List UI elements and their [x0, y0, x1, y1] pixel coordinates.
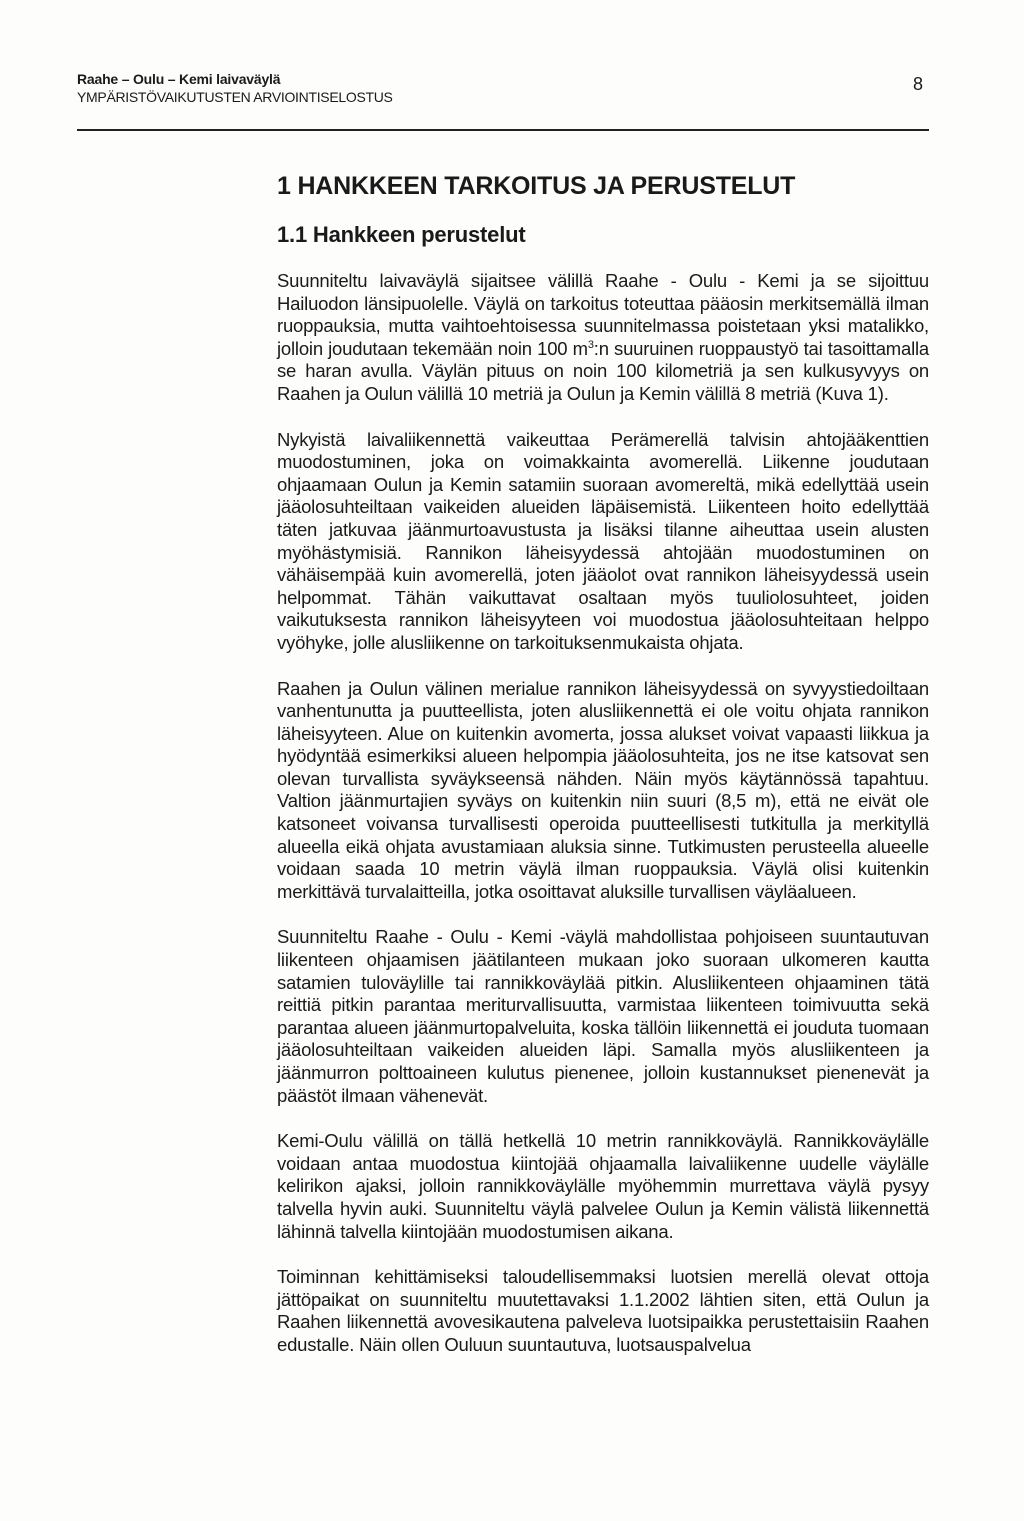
- paragraph-1-text-b: :n suuruinen ruoppaustyö tai tasoittamalla se haran avulla. Väylän pituus on noin 100 kilometriä ja sen kulkusyvyys on Raahen ja Oulun välillä 10 metriä ja Oulun ja Kemin välillä 8 metriä (Kuva 1).: [277, 337, 929, 404]
- section-heading: 1.1 Hankkeen perustelut: [277, 222, 526, 247]
- document-subtitle: YMPÄRISTÖVAIKUTUSTEN ARVIOINTISELOSTUS: [77, 89, 393, 105]
- paragraph-3: Raahen ja Oulun välinen merialue rannikon läheisyydessä on syvyystiedoiltaan vanhentunutta ja puutteellista, joten alusliikennettä ei ole voitu ohjata rannikon läheisyyteen. Alue on kuitenkin avomerta, jossa alukset voivat vapaasti liikkua ja hyödyntää esimerkiksi alueen helpompia jääolosuhteita, jos ne itse katsovat sen olevan turvallista syväykseensä nähden. Näin myös käytännössä tapahtuu. Valtion jäänmurtajien syväys on kuitenkin niin suuri (8,5 m), että ne eivät ole katsoneet voivansa turvallisesti operoida puutteellisesti tutkitulla ja merkityllä alueella eikä ohjata avustamiaan aluksia sinne. Tutkimusten perusteella alueelle voidaan saada 10 metrin väylä ilman ruoppauksia. Väylä olisi kuitenkin merkittävä turvalaitteilla, jotka osoittavat aluksille turvallisen väyläalueen.: [277, 677, 929, 902]
- chapter-heading: 1 HANKKEEN TARKOITUS JA PERUSTELUT: [277, 172, 796, 200]
- paragraph-5: Kemi-Oulu välillä on tällä hetkellä 10 metrin rannikkoväylä. Rannikkoväylälle voidaan antaa muodostua kiintojää ohjaamalla laivaliikenne uudelle väylälle kelirikon ajaksi, jolloin rannikkoväylälle myöhemmin murrettava väylä pysyy talvella hyvin auki. Suunniteltu väylä palvelee Oulun ja Kemin välistä liikennettä lähinnä talvella kiintojään muodostumisen aikana.: [277, 1130, 929, 1242]
- running-header: [77, 70, 929, 110]
- paragraph-4: Suunniteltu Raahe - Oulu - Kemi -väylä mahdollistaa pohjoiseen suuntautuvan liikenteen ohjaamisen jäätilanteen mukaan joko suoraan ulkomeren kautta satamien tuloväylille tai rannikkoväylää pitkin. Alusliikenteen ohjaaminen tätä reittiä pitkin parantaa meriturvallisuutta, varmistaa liikenteen toimivuutta sekä parantaa alueen jäänmurtopalveluita, koska tällöin liikennettä ei jouduta tuomaan jääolosuhteiltaan vaikeiden alueiden läpi. Samalla myös alusliikenteen ja jäänmurron polttoaineen kulutus pienenee, jolloin kustannukset pienenevät ja päästöt ilmaan vähenevät.: [277, 926, 929, 1106]
- superscript-exponent: 3: [587, 338, 594, 351]
- paragraph-6: Toiminnan kehittämiseksi taloudellisemmaksi luotsien merellä olevat ottoja jättöpaikat on suunniteltu muutettavaksi 1.1.2002 lähtien siten, että Oulun ja Raahen liikennettä avovesikautena palveleva luotsipaikka perustettaisiin Raahen edustalle. Näin ollen Ouluun suuntautuva, luotsauspalvelua: [277, 1266, 929, 1355]
- document-title: Raahe – Oulu – Kemi laivaväylä: [77, 71, 281, 87]
- paragraph-2: Nykyistä laivaliikennettä vaikeuttaa Perämerellä talvisin ahtojääkenttien muodostuminen, joka on voimakkainta avomerellä. Liikenne joudutaan ohjaamaan Oulun ja Kemin satamiin suoraan avomereltä, mikä edellyttää usein jääolosuhteiltaan vaikeiden alueiden läpäisemistä. Liikenteen hoito edellyttää täten jatkuvaa jäänmurtoavustusta ja lisäksi tilanne aiheuttaa usein alusten myöhästymisiä. Rannikon läheisyydessä ahtojään muodostuminen on vähäisempää kuin avomerellä, joten jääolot ovat rannikon läheisyydessä usein helpommat. Tähän vaikuttavat osaltaan myös tuuliolosuhteet, joiden vaikutuksesta rannikon läheisyyteen voi muodostua jääolosuhteitaan helppo vyöhyke, jolle alusliikenne on tarkoituksenmukaista ohjata.: [277, 428, 929, 653]
- header-divider: [77, 129, 929, 131]
- page-number: 8: [912, 74, 923, 94]
- paragraph-1-text-a: Suunniteltu laivaväylä sijaitsee välillä Raahe - Oulu - Kemi ja se sijoittuu Hailuodon länsipuolelle. Väylä on tarkoitus toteuttaa pääosin merkitsemällä ilman ruoppauksia, mutta vaihtoehtoisessa suunnitelmassa poistetaan yksi matalikko, jolloin joudutaan tekemään noin 100 m: [277, 270, 929, 359]
- paragraph-1: [277, 270, 929, 406]
- main-content: [277, 170, 929, 1357]
